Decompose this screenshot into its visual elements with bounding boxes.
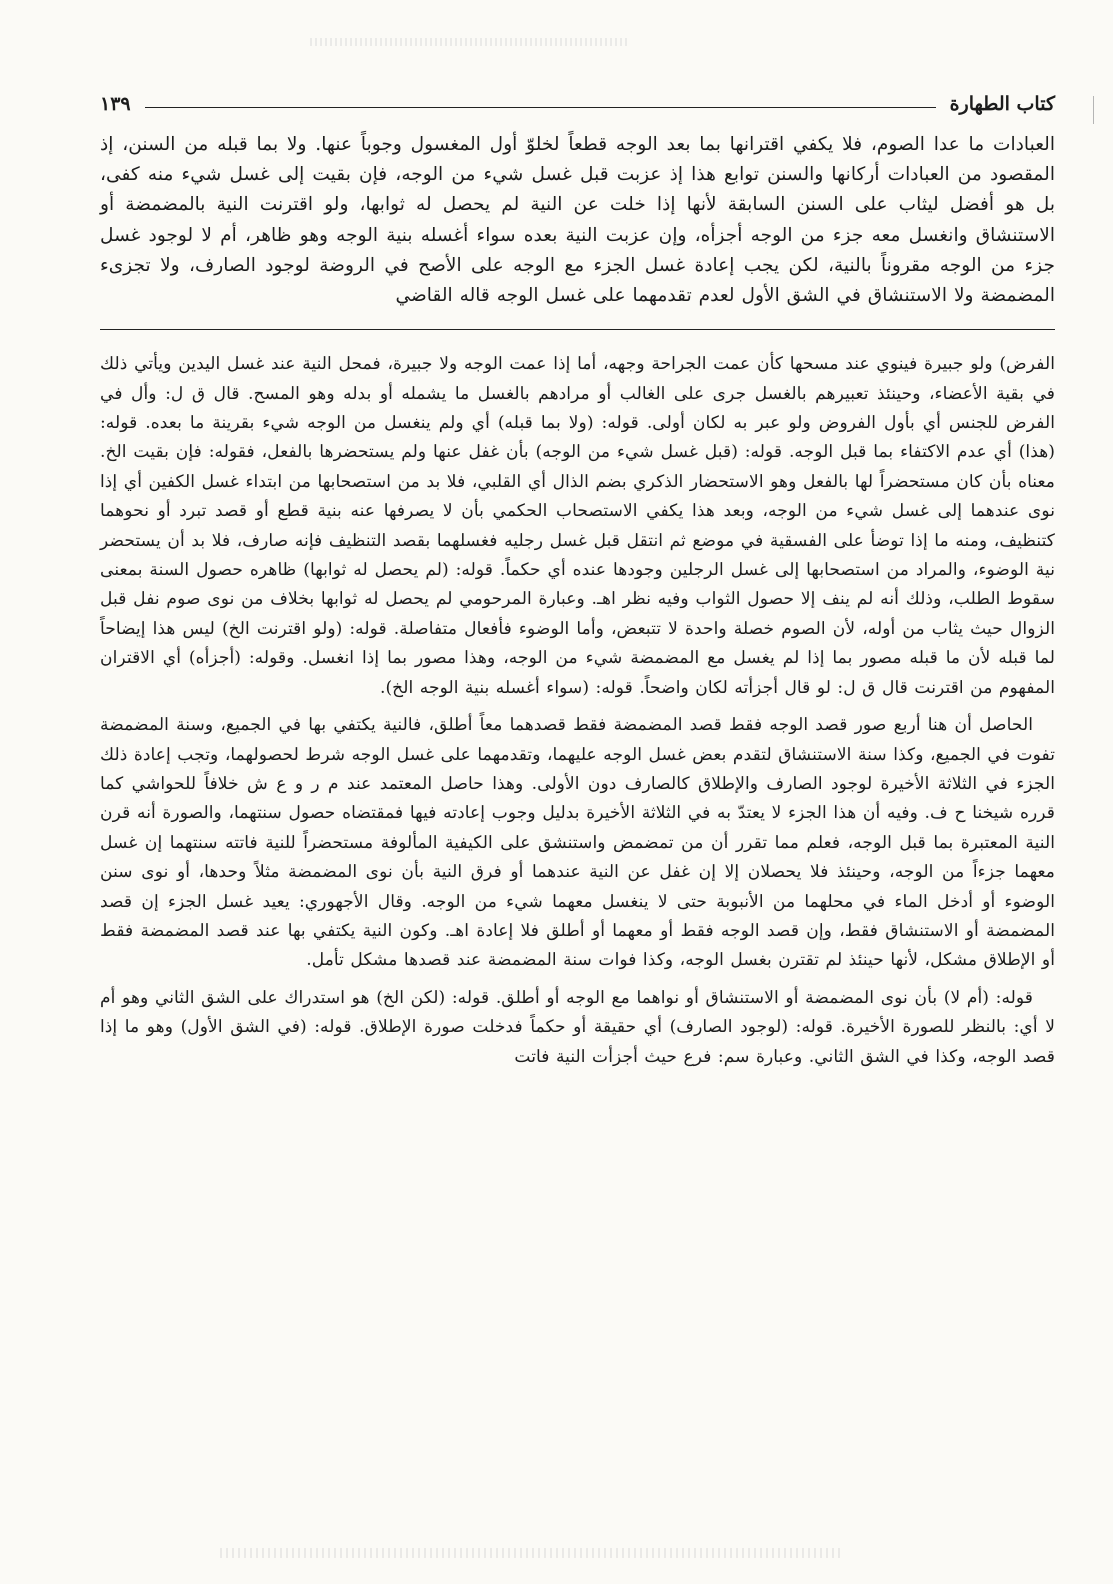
- book-page: [100, 84, 1055, 1072]
- scan-edge-mark: [1093, 96, 1100, 124]
- page-number: ١٣٩: [100, 93, 131, 115]
- chapter-title: كتاب الطهارة: [949, 93, 1055, 115]
- header-rule: [145, 107, 936, 108]
- footnote-divider: [100, 329, 1055, 330]
- main-text-block: [100, 130, 1055, 311]
- page-header: [100, 84, 1055, 124]
- commentary-block: [100, 350, 1055, 1072]
- commentary-paragraph-3: قوله: (أم لا) بأن نوى المضمضة أو الاستنشاق أو نواهما مع الوجه أو أطلق. قوله: (لكن الخ) هو استدراك على الشق الثاني وهو أم لا أي: بالنظر للصورة الأخيرة. قوله: (لوجود الصارف) أي حقيقة أو حكماً فدخلت صورة الإطلاق. قوله: (في الشق الأول) وهو ما إذا قصد الوجه، وكذا في الشق الثاني. وعبارة سم: فرع حيث أجزأت النية فاتت: [100, 987, 1055, 1067]
- commentary-paragraph-1: الفرض) ولو جبيرة فينوي عند مسحها كأن عمت الجراحة وجهه، أما إذا عمت الوجه ولا جبيرة، فمحل النية عند غسل اليدين ويأتي ذلك في بقية الأعضاء، وحينئذ تعبيرهم بالغسل جرى على الغالب أو مرادهم بالغسل ما يشمله أو بدله وهو المسح. قال ق ل: وأل في الفرض للجنس أي بأول الفروض ولو عبر به لكان أولى. قوله: (ولا بما قبله) أي ولم ينغسل من الوجه شيء بقرينة ما بعده. قوله: (هذا) أي عدم الاكتفاء بما قبل الوجه. قوله: (قبل غسل شيء من الوجه) بأن غفل عنها ولم يستحضرها بالفعل، فقوله: فإن بقيت الخ. معناه بأن كان مستحضراً لها بالفعل وهو الاستحضار الذكري بضم الذال أي القلبي، فلا بد من استصحابها من ابتداء غسل الكفين أي إذا نوى عندهما إلى غسل شيء من الوجه، وبعد هذا يكفي الاستصحاب الحكمي بأن لا يصرفها عنه بنية قطع أو قصد تبرد أو نحوهما كتنظيف، ومنه ما إذا توضأ على الفسقية في موضع ثم انتقل قبل غسل رجليه فغسلهما بقصد التنظيف فإنه صارف، فلا بد أن يستحضر نية الوضوء، والمراد من استصحابها إلى غسل الرجلين وجودها عنده أي حكماً. قوله: (لم يحصل له ثوابها) ظاهره حصول السنة بمعنى سقوط الطلب، وذلك أنه لم ينف إلا حصول الثواب وفيه نظر اهـ. وعبارة المرحومي لم يحصل له ثوابها بخلاف من نوى صوم نفل قبل الزوال حيث يثاب من أوله، لأن الصوم خصلة واحدة لا تتبعض، وأما الوضوء فأفعال متفاصلة. قوله: (ولو اقترنت الخ) ليس هذا إيضاحاً لما قبله لأن ما قبله مصور بما إذا لم يغسل مع المضمضة شيء من الوجه، وهذا مصور بما إذا انغسل. وقوله: (أجزأه) أي الاقتران المفهوم من اقترنت قال ق ل: لو قال أجزأته لكان واضحاً. قوله: (سواء أغسله بنية الوجه الخ).: [100, 354, 1055, 698]
- scan-artifact-top: [310, 38, 630, 46]
- scan-artifact-bottom: [220, 1548, 840, 1558]
- main-paragraph: العبادات ما عدا الصوم، فلا يكفي اقترانها بما بعد الوجه قطعاً لخلوّ أول المغسول وجوباً عنها. ولا بما قبله من السنن، إذ المقصود من العبادات أركانها والسنن توابع هذا إذ عزبت قبل غسل شيء من الوجه، فإن بقيت إلى غسل شيء منه كفى، بل هو أفضل ليثاب على السنن السابقة لأنها إذا خلت عن النية لم يحصل له ثوابها، ولو اقترنت النية بالمضمضة أو الاستنشاق وانغسل معه جزء من الوجه أجزأه، وإن عزبت النية بعده سواء أغسله بنية الوجه وهو ظاهر، أم لا لوجود غسل جزء من الوجه مقروناً بالنية، لكن يجب إعادة غسل الجزء مع الوجه على الأصح في الروضة لوجود الصارف، ولا تجزىء المضمضة ولا الاستنشاق في الشق الأول لعدم تقدمهما على غسل الوجه قاله القاضي: [100, 134, 1055, 307]
- commentary-paragraph-2: الحاصل أن هنا أربع صور قصد الوجه فقط قصد المضمضة فقط قصدهما معاً أطلق، فالنية يكتفي بها في الجميع، وسنة المضمضة تفوت في الجميع، وكذا سنة الاستنشاق لتقدم بعض غسل الوجه عليهما، وتقدمهما على غسل الوجه شرط لحصولهما، وتجب إعادة ذلك الجزء في الثلاثة الأخيرة لوجود الصارف والإطلاق كالصارف دون الأولى. وهذا حاصل المعتمد عند م ر و ع ش خلافاً للحواشي كما قرره شيخنا ح ف. وفيه أن هذا الجزء لا يعتدّ به في الثلاثة الأخيرة بدليل وجوب إعادته فيها فمقتضاه حصول سنتهما، والصورة أنه قرن النية المعتبرة بما قبل الوجه، فعلم مما تقرر أن من تمضمض واستنشق على الكيفية المألوفة مستحضراً للنية فاتته سنتهما إن غسل معهما جزءاً من الوجه، وحينئذ فلا يحصلان إلا إن غفل عن النية عندهما أو فرق النية بأن نوى المضمضة مثلاً وحدها، أو نوى سنن الوضوء أو أدخل الماء في محلهما من الأنبوبة حتى لا ينغسل معهما شيء من الوجه. وقال الأجهوري: يعيد غسل الجزء إن قصد المضمضة أو الاستنشاق فقط، وإن قصد الوجه فقط أو معهما أو أطلق فلا إعادة اهـ. وكون النية يكتفي بها عند قصد المضمضة فقط أو الإطلاق مشكل، لأنها حينئذ لم تقترن بغسل الوجه، وكذا فوات سنة المضمضة عند قصدها مشكل تأمل.: [100, 715, 1055, 971]
